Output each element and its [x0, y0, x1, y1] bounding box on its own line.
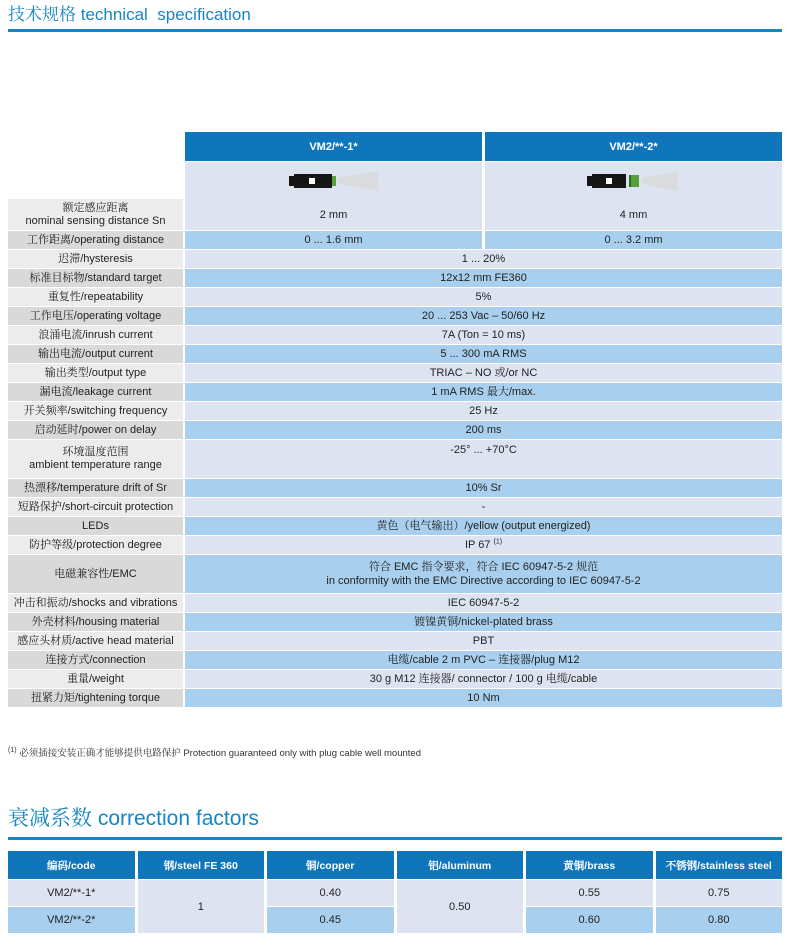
spec-row — [8, 632, 782, 650]
spec-value-text: 10 Nm — [467, 692, 500, 704]
correction-column-header: 编码/code — [8, 851, 135, 879]
spec-value-cell — [185, 689, 782, 707]
spec-row-values — [185, 555, 782, 593]
spec-row-label: 电磁兼容性/EMC — [8, 555, 183, 593]
spec-label-en: ambient temperature range — [29, 459, 162, 471]
spec-row-label: 输出类型/output type — [8, 364, 183, 382]
spec-row-values — [185, 364, 782, 382]
spec-value-cell — [185, 498, 782, 516]
spec-row-label: 工作电压/operating voltage — [8, 307, 183, 325]
spec-row-values — [185, 199, 782, 230]
correction-cell: VM2/**-2* — [8, 907, 135, 933]
spec-row-values — [185, 517, 782, 535]
spec-value-cell — [185, 670, 782, 688]
spec-value-cell — [185, 613, 782, 631]
spec-row-label: 工作距离/operating distance — [8, 231, 183, 249]
spec-value-text: 5 ... 300 mA RMS — [440, 348, 527, 360]
non-flush-sensor-beam-icon — [586, 169, 682, 193]
spec-value-cell — [185, 307, 782, 325]
correction-cell: 1 — [138, 880, 265, 933]
spec-row-label: 重量/weight — [8, 670, 183, 688]
spec-row — [8, 594, 782, 612]
spec-label-en: nominal sensing distance Sn — [25, 214, 166, 227]
spec-value-cell — [185, 288, 782, 306]
spec-value-cell — [185, 517, 782, 535]
spec-value-cell — [185, 632, 782, 650]
spec-column-header: VM2/**-2* — [485, 132, 782, 161]
spec-value-text: TRIAC – NO 或/or NC — [429, 367, 538, 379]
spec-row-label: 迟滞/hysteresis — [8, 250, 183, 268]
spec-row-values — [185, 307, 782, 325]
correction-column-header: 铜/copper — [267, 851, 394, 879]
spec-row — [8, 383, 782, 401]
spec-value-cell — [185, 402, 782, 420]
correction-cell: 0.45 — [267, 907, 394, 933]
spec-row-values — [185, 288, 782, 306]
spec-value-cell: 0 ... 1.6 mm — [185, 231, 482, 249]
spec-value-text: 镀镍黄铜/nickel-plated brass — [414, 616, 553, 628]
spec-row — [8, 670, 782, 688]
spec-row-label: 输出电流/output current — [8, 345, 183, 363]
correction-column-header: 铝/aluminum — [397, 851, 524, 879]
spec-value-cell — [185, 326, 782, 344]
spec-row-values — [185, 162, 782, 199]
spec-label-zh: 环境温度范围 — [62, 446, 129, 458]
spec-value-text2: in conformity with the EMC Directive according to IEC 60947-5-2 — [326, 575, 641, 587]
spec-value-cell: 2 mm — [185, 199, 482, 230]
spec-row — [8, 498, 782, 516]
spec-value-cell — [185, 269, 782, 287]
spec-row — [8, 345, 782, 363]
spec-value-text: PBT — [472, 635, 495, 647]
spec-row — [8, 269, 782, 287]
section1-title: 技术规格 technical specification — [8, 5, 251, 24]
spec-row — [8, 199, 782, 230]
spec-row-values — [185, 651, 782, 669]
spec-row — [8, 364, 782, 382]
spec-value-text: -25° ... +70°C — [450, 444, 517, 456]
spec-row-values — [185, 440, 782, 478]
spec-row — [8, 326, 782, 344]
correction-cell: 0.75 — [656, 880, 783, 906]
section2-title: 衰减系数 correction factors — [8, 807, 259, 830]
spec-row-values — [185, 632, 782, 650]
spec-row-label — [8, 162, 183, 199]
footnote-marker: (1) — [8, 746, 17, 754]
spec-row — [8, 231, 782, 249]
spec-row — [8, 307, 782, 325]
spec-value-text: IP 67 $^{(1)}$ — [464, 538, 503, 551]
spec-row — [8, 421, 782, 439]
spec-row-values — [185, 536, 782, 554]
spec-value-text: 10% Sr — [465, 482, 502, 494]
spec-value-text: - — [481, 501, 486, 513]
correction-column-header: 不锈钢/stainless steel — [656, 851, 783, 879]
spec-row-label: 扭紧力矩/tightening torque — [8, 689, 183, 707]
section2-underline — [8, 837, 782, 840]
sensor-cell — [185, 162, 482, 199]
spec-value-cell: 0 ... 3.2 mm — [485, 231, 782, 249]
spec-row-values — [185, 670, 782, 688]
spec-row-values — [185, 689, 782, 707]
spec-row — [8, 555, 782, 593]
sensor-cell — [485, 162, 782, 199]
spec-value-cell — [185, 536, 782, 554]
spec-row-values — [185, 326, 782, 344]
spec-row-values — [185, 479, 782, 497]
spec-row-label: 短路保护/short-circuit protection — [8, 498, 183, 516]
spec-row — [8, 288, 782, 306]
spec-value-text: 黄色（电气输出）/yellow (output energized) — [376, 520, 591, 532]
spec-row-label: 重复性/repeatability — [8, 288, 183, 306]
spec-value-text: 电缆/cable 2 m PVC – 连接器/plug M12 — [387, 654, 580, 666]
spec-row-label: 开关频率/switching frequency — [8, 402, 183, 420]
correction-cell: 0.40 — [267, 880, 394, 906]
spec-value-text: 1 mA RMS 最大/max. — [431, 386, 536, 398]
spec-row-label: 感应头材质/active head material — [8, 632, 183, 650]
spec-value-cell — [185, 250, 782, 268]
spec-row-label: LEDs — [8, 517, 183, 535]
spec-value-text: 7A (Ton = 10 ms) — [441, 329, 526, 341]
spec-value-cell — [185, 651, 782, 669]
spec-row-label: 浪涌电流/inrush current — [8, 326, 183, 344]
spec-row-label — [8, 199, 183, 230]
spec-row — [8, 651, 782, 669]
section1-underline — [8, 29, 782, 32]
spec-header-row — [8, 132, 782, 161]
spec-row-label: 标准目标物/standard target — [8, 269, 183, 287]
spec-value-text: IEC 60947-5-2 — [447, 597, 520, 609]
spec-value-text: 25 Hz — [469, 405, 498, 417]
spec-row-label: 外壳材料/housing material — [8, 613, 183, 631]
spec-value-cell — [185, 440, 782, 478]
spec-value-text: 12x12 mm FE360 — [440, 272, 527, 284]
spec-row — [8, 440, 782, 478]
spec-row — [8, 402, 782, 420]
correction-cell: VM2/**-1* — [8, 880, 135, 906]
correction-cell: 0.60 — [526, 907, 653, 933]
spec-row — [8, 250, 782, 268]
correction-cell: 0.50 — [397, 880, 524, 933]
spec-row-values — [185, 269, 782, 287]
spec-label-zh: 额定感应距离 — [62, 201, 129, 214]
spec-value-cell — [185, 479, 782, 497]
spec-header-spacer — [8, 132, 183, 161]
spec-row-values — [185, 345, 782, 363]
spec-row — [8, 162, 782, 199]
correction-cell: 0.80 — [656, 907, 783, 933]
spec-row — [8, 479, 782, 497]
correction-column-header: 黄铜/brass — [526, 851, 653, 879]
spec-table — [8, 132, 782, 707]
spec-row-values — [185, 613, 782, 631]
footnote — [8, 745, 782, 759]
correction-cell: 0.55 — [526, 880, 653, 906]
spec-row-values — [185, 231, 782, 249]
spec-row-values — [185, 594, 782, 612]
spec-row-label: 启动延时/power on delay — [8, 421, 183, 439]
spec-row-label: 防护等级/protection degree — [8, 536, 183, 554]
spec-row-values — [185, 402, 782, 420]
spec-value-cell — [185, 345, 782, 363]
spec-row — [8, 689, 782, 707]
spec-value-text: 符合 EMC 指令要求，符合 IEC 60947-5-2 规范 — [368, 561, 599, 573]
correction-column-header: 钢/steel FE 360 — [138, 851, 265, 879]
correction-table — [8, 851, 782, 933]
flush-sensor-beam-icon — [286, 169, 382, 193]
spec-value-cell — [185, 364, 782, 382]
spec-row-label: 连接方式/connection — [8, 651, 183, 669]
spec-row-values — [185, 421, 782, 439]
spec-value-cell — [185, 421, 782, 439]
spec-value-text: 30 g M12 连接器/ connector / 100 g 电缆/cable — [369, 673, 598, 685]
spec-value-text: 5% — [475, 291, 492, 303]
spec-row-label: 漏电流/leakage current — [8, 383, 183, 401]
spec-value-cell: 4 mm — [485, 199, 782, 230]
spec-row-label: 冲击和振动/shocks and vibrations — [8, 594, 183, 612]
spec-value-cell — [185, 594, 782, 612]
spec-row-values — [185, 498, 782, 516]
spec-value-text: 20 ... 253 Vac – 50/60 Hz — [421, 310, 546, 322]
spec-row — [8, 536, 782, 554]
footnote-ref: (1) — [493, 538, 503, 546]
spec-value-text: 1 ... 20% — [461, 253, 506, 265]
spec-value-cell — [185, 555, 782, 593]
spec-row-values — [185, 383, 782, 401]
spec-row — [8, 517, 782, 535]
spec-row-label — [8, 440, 183, 478]
spec-row — [8, 613, 782, 631]
spec-column-header: VM2/**-1* — [185, 132, 482, 161]
spec-row-values — [185, 250, 782, 268]
spec-value-text: 200 ms — [465, 424, 502, 436]
spec-row-label: 热漂移/temperature drift of Sr — [8, 479, 183, 497]
footnote-text: 必须插接安装正确才能够提供电路保护 Protection guaranteed only with plug cable well mounted — [19, 748, 421, 759]
spec-header-cells — [185, 132, 782, 161]
spec-value-cell — [185, 383, 782, 401]
